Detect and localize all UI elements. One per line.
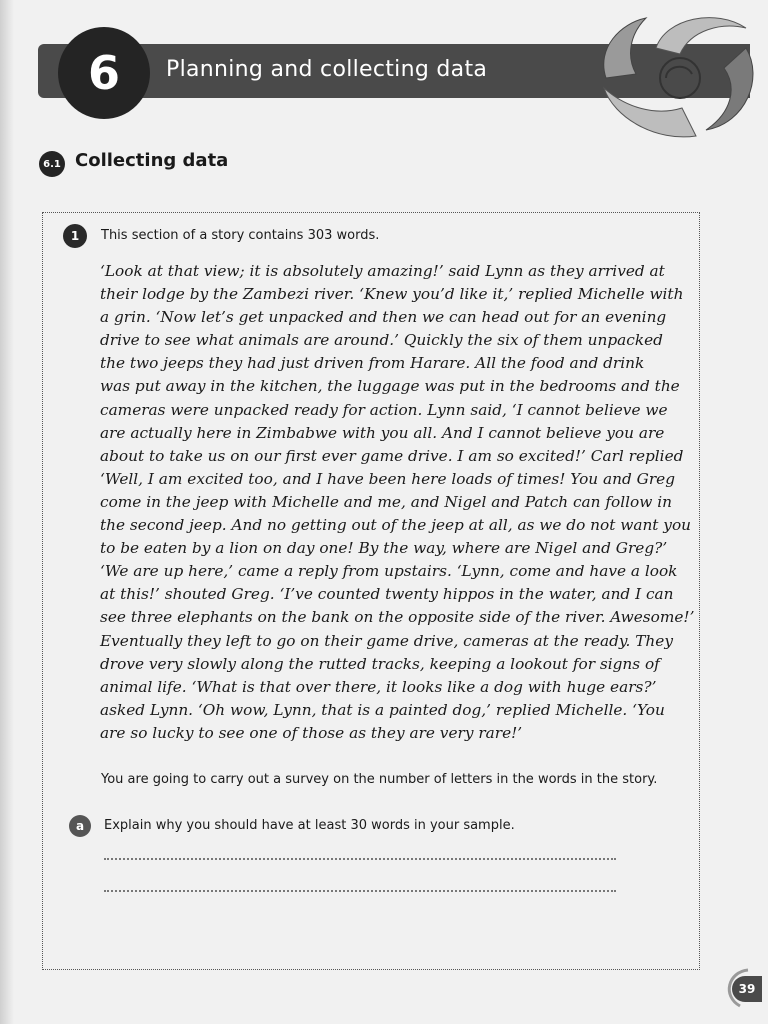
story-line: the two jeeps they had just driven from Harare. All the food and drink <box>100 354 645 373</box>
story-line: come in the jeep with Michelle and me, and Nigel and Patch can follow in <box>100 492 672 511</box>
story-line: a grin. ‘Now let’s get unpacked and then we can head out for an evening <box>100 308 667 327</box>
part-a-badge: a <box>69 815 91 837</box>
question-number-badge: 1 <box>63 224 87 248</box>
story-line: drove very slowly along the rutted tracks, keeping a lookout for signs of <box>100 654 660 673</box>
story-line: the second jeep. And no getting out of the jeep at all, as we do not want you <box>100 516 692 535</box>
survey-instruction: You are going to carry out a survey on the number of letters in the words in the story. <box>101 772 658 787</box>
story-line: ‘Look at that view; it is absolutely amazing!’ said Lynn as they arrived at <box>100 262 665 280</box>
answer-line[interactable] <box>104 890 616 892</box>
section-number-badge: 6.1 <box>39 151 65 177</box>
part-a-question: Explain why you should have at least 30 words in your sample. <box>104 818 515 833</box>
answer-line[interactable] <box>104 858 616 860</box>
story-line: drive to see what animals are around.’ Quickly the six of them unpacked <box>100 331 663 350</box>
story-line: about to take us on our first ever game drive. I am so excited!’ Carl replied <box>100 446 684 465</box>
story-line: asked Lynn. ‘Oh wow, Lynn, that is a painted dog,’ replied Michelle. ‘You <box>100 700 665 719</box>
story-line: animal life. ‘What is that over there, it looks like a dog with huge ears?’ <box>100 677 657 696</box>
story-line: their lodge by the Zambezi river. ‘Knew you’d like it,’ replied Michelle with <box>100 285 684 304</box>
story-passage <box>100 260 695 745</box>
story-line: to be eaten by a lion on day one! By the way, where are Nigel and Greg?’ <box>100 539 668 558</box>
page-number: 39 <box>732 976 762 1002</box>
chapter-title: Planning and collecting data <box>166 57 488 82</box>
story-line: are actually here in Zimbabwe with you all. And I cannot believe you are <box>100 423 665 442</box>
swirl-decoration-icon <box>596 8 760 142</box>
section-title: Collecting data <box>75 150 229 171</box>
story-line: are so lucky to see one of those as they are very rare!’ <box>100 723 523 742</box>
chapter-number-badge: 6 <box>58 27 150 119</box>
story-line: see three elephants on the bank on the opposite side of the river. Awesome!’ <box>100 608 695 627</box>
story-line: ‘We are up here,’ came a reply from upstairs. ‘Lynn, come and have a look <box>100 562 678 581</box>
story-line: Eventually they left to go on their game drive, cameras at the ready. They <box>100 631 673 650</box>
story-line: was put away in the kitchen, the luggage was put in the bedrooms and the <box>100 377 680 396</box>
question-intro: This section of a story contains 303 words. <box>101 228 380 243</box>
story-line: at this!’ shouted Greg. ‘I’ve counted twenty hippos in the water, and I can <box>100 585 674 604</box>
story-line: cameras were unpacked ready for action. Lynn said, ‘I cannot believe we <box>100 400 668 419</box>
page-gutter-shadow <box>0 0 14 1024</box>
story-line: ‘Well, I am excited too, and I have been here loads of times! You and Greg <box>100 469 675 488</box>
